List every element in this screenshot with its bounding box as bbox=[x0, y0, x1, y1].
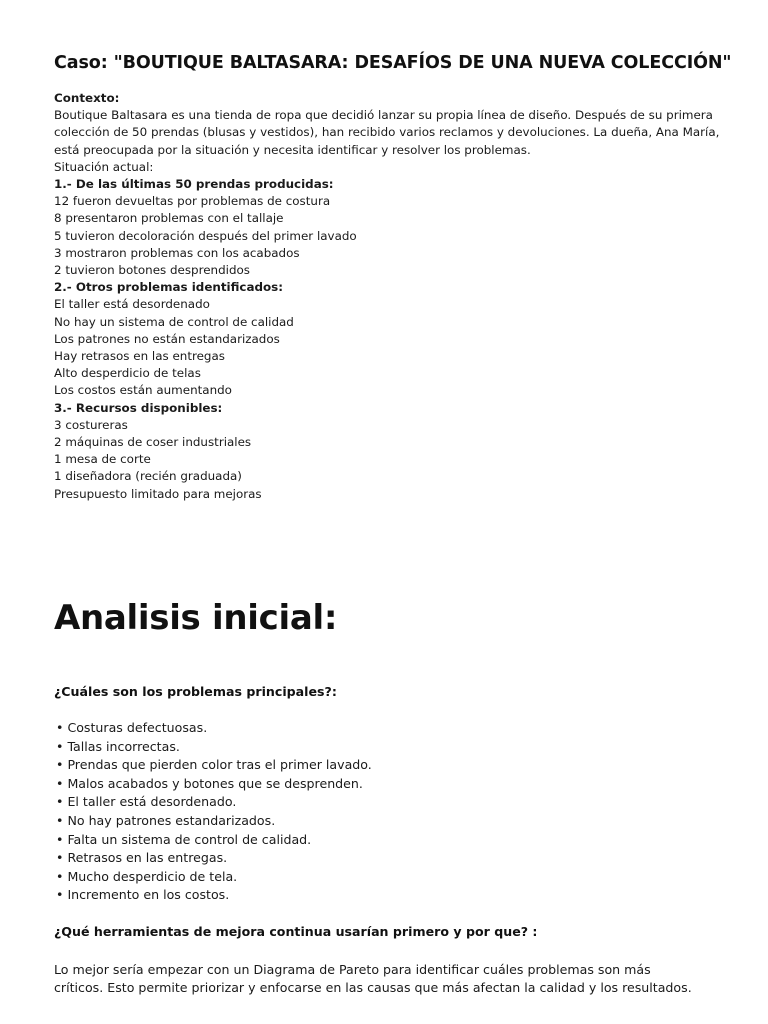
list-item bbox=[56, 756, 372, 775]
section3-item: 1 diseñadora (recién graduada) bbox=[54, 469, 242, 484]
list-item bbox=[56, 812, 372, 831]
bullet-icon: • bbox=[56, 887, 64, 903]
list-item bbox=[56, 868, 372, 887]
problem-text: Tallas incorrectas. bbox=[67, 738, 180, 754]
section3-item: 1 mesa de corte bbox=[54, 452, 151, 467]
context-heading: Contexto: bbox=[54, 91, 120, 105]
bullet-icon: • bbox=[56, 831, 64, 847]
problem-text: Retrasos en las entregas. bbox=[67, 850, 228, 866]
list-item bbox=[56, 738, 372, 757]
section1-heading: 1.- De las últimas 50 prendas producidas: bbox=[54, 177, 334, 192]
section1-item: 12 fueron devueltas por problemas de costura bbox=[54, 194, 331, 209]
bullet-icon: • bbox=[56, 850, 64, 866]
bullet-icon: • bbox=[56, 757, 64, 773]
section2-item: Los costos están aumentando bbox=[54, 383, 232, 398]
bullet-icon: • bbox=[56, 738, 64, 754]
problem-text: Costuras defectuosas. bbox=[67, 720, 208, 735]
list-item bbox=[56, 849, 372, 868]
bullet-icon: • bbox=[56, 794, 64, 810]
section3-item: 2 máquinas de coser industriales bbox=[54, 435, 252, 450]
context-paragraph: Boutique Baltasara es una tienda de ropa que decidió lanzar su propia línea de diseño. Después de su primera colección de 50 prendas (blusas y vestidos), han recibido varios reclamos y devoluciones. La dueña, Ana María, está preocupada por la situación y necesita identificar y resolver los problemas. bbox=[54, 108, 720, 157]
list-item bbox=[56, 719, 372, 738]
section2-item: Hay retrasos en las entregas bbox=[54, 349, 225, 364]
section3-heading: 3.- Recursos disponibles: bbox=[54, 400, 223, 415]
problem-text: Mucho desperdicio de tela. bbox=[67, 868, 238, 884]
situation-label: Situación actual: bbox=[54, 159, 154, 174]
question-improvement-tools: ¿Qué herramientas de mejora continua usarían primero y por que? : bbox=[54, 924, 538, 939]
section1-item: 2 tuvieron botones desprendidos bbox=[54, 263, 250, 278]
section1-item: 5 tuvieron decoloración después del primer lavado bbox=[54, 228, 357, 243]
problems-list bbox=[56, 719, 372, 905]
section1-item: 8 presentaron problemas con el tallaje bbox=[54, 211, 284, 226]
problem-text: Falta un sistema de control de calidad. bbox=[67, 831, 312, 847]
list-item bbox=[56, 886, 372, 905]
section2-item: Los patrones no están estandarizados bbox=[54, 331, 280, 346]
section2-item: No hay un sistema de control de calidad bbox=[54, 314, 294, 329]
list-item bbox=[56, 793, 372, 812]
section2-item: El taller está desordenado bbox=[54, 297, 210, 312]
section2-heading: 2.- Otros problemas identificados: bbox=[54, 280, 284, 295]
case-title: Caso: "BOUTIQUE BALTASARA: DESAFÍOS DE UNA NUEVA COLECCIÓN" bbox=[54, 53, 732, 73]
section1-item: 3 mostraron problemas con los acabados bbox=[54, 245, 300, 260]
question-main-problems: ¿Cuáles son los problemas principales?: bbox=[54, 684, 337, 699]
problem-text: No hay patrones estandarizados. bbox=[67, 812, 276, 828]
problem-text: Prendas que pierden color tras el primer lavado. bbox=[67, 757, 372, 773]
section2-item: Alto desperdicio de telas bbox=[54, 366, 201, 381]
bullet-icon: • bbox=[56, 868, 64, 884]
analysis-title: Analisis inicial: bbox=[54, 598, 338, 638]
list-item bbox=[56, 775, 372, 794]
context-block bbox=[54, 90, 734, 503]
problem-text: Malos acabados y botones que se desprenden. bbox=[67, 775, 363, 791]
section3-item: 3 costureras bbox=[54, 417, 128, 432]
bullet-icon: • bbox=[56, 812, 64, 828]
bullet-icon: • bbox=[56, 775, 64, 791]
problem-text: El taller está desordenado. bbox=[67, 794, 237, 810]
list-item bbox=[56, 831, 372, 850]
bullet-icon: • bbox=[56, 720, 64, 735]
section3-item: Presupuesto limitado para mejoras bbox=[54, 486, 262, 501]
answer-paragraph: Lo mejor sería empezar con un Diagrama de Pareto para identificar cuáles problemas son más críticos. Esto permite priorizar y enfocarse en las causas que más afectan la calidad y los resultados. bbox=[54, 962, 692, 996]
problem-text: Incremento en los costos. bbox=[67, 887, 230, 903]
